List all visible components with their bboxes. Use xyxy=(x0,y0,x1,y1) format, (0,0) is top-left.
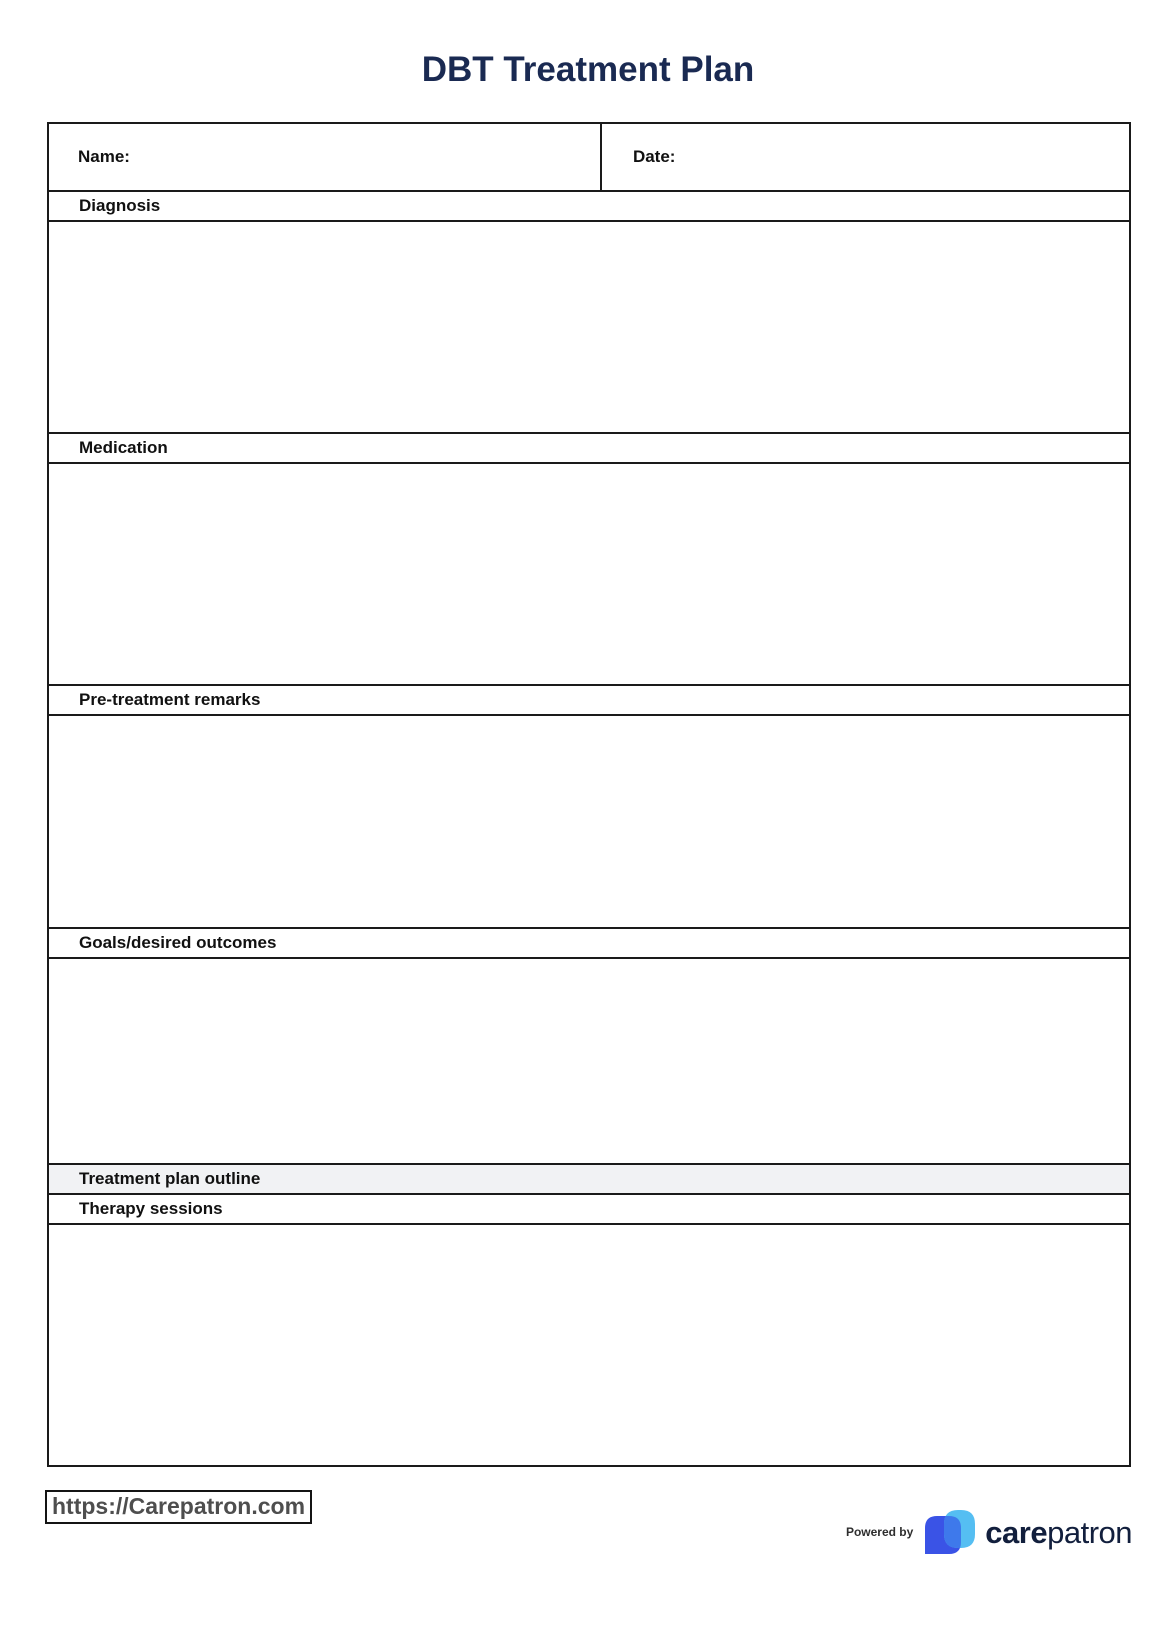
carepatron-url-link[interactable]: https://Carepatron.com xyxy=(45,1490,312,1524)
carepatron-logo-icon xyxy=(925,1509,977,1555)
date-field[interactable] xyxy=(602,124,1129,190)
section-header-diagnosis xyxy=(49,192,1129,222)
date-label: Date: xyxy=(632,147,676,166)
medication-label: Medication xyxy=(79,438,168,457)
carepatron-wordmark xyxy=(985,1514,1132,1550)
name-field[interactable] xyxy=(49,124,602,190)
page-title: DBT Treatment Plan xyxy=(421,50,755,89)
medication-input-area[interactable] xyxy=(49,464,1129,686)
wordmark-care: care xyxy=(985,1514,1048,1550)
treatment-plan-form xyxy=(47,122,1131,1467)
powered-by-block xyxy=(846,1504,1132,1560)
therapy-sessions-input-area[interactable] xyxy=(49,1225,1129,1465)
diagnosis-input-area[interactable] xyxy=(49,222,1129,434)
pretreatment-remarks-label: Pre-treatment remarks xyxy=(79,690,261,709)
wordmark-patron: patron xyxy=(1047,1514,1132,1550)
therapy-sessions-label: Therapy sessions xyxy=(79,1199,223,1218)
name-label: Name: xyxy=(78,147,130,166)
goals-label: Goals/desired outcomes xyxy=(79,933,277,952)
section-header-medication xyxy=(49,434,1129,464)
section-header-therapy-sessions xyxy=(49,1195,1129,1225)
section-header-pretreatment-remarks xyxy=(49,686,1129,716)
powered-by-label: Powered by xyxy=(845,1525,914,1539)
pretreatment-remarks-input-area[interactable] xyxy=(49,716,1129,929)
section-header-treatment-plan-outline xyxy=(49,1165,1129,1195)
treatment-plan-outline-label: Treatment plan outline xyxy=(79,1169,261,1188)
diagnosis-label: Diagnosis xyxy=(79,196,161,215)
section-header-goals xyxy=(49,929,1129,959)
goals-input-area[interactable] xyxy=(49,959,1129,1165)
name-date-row xyxy=(49,124,1129,192)
